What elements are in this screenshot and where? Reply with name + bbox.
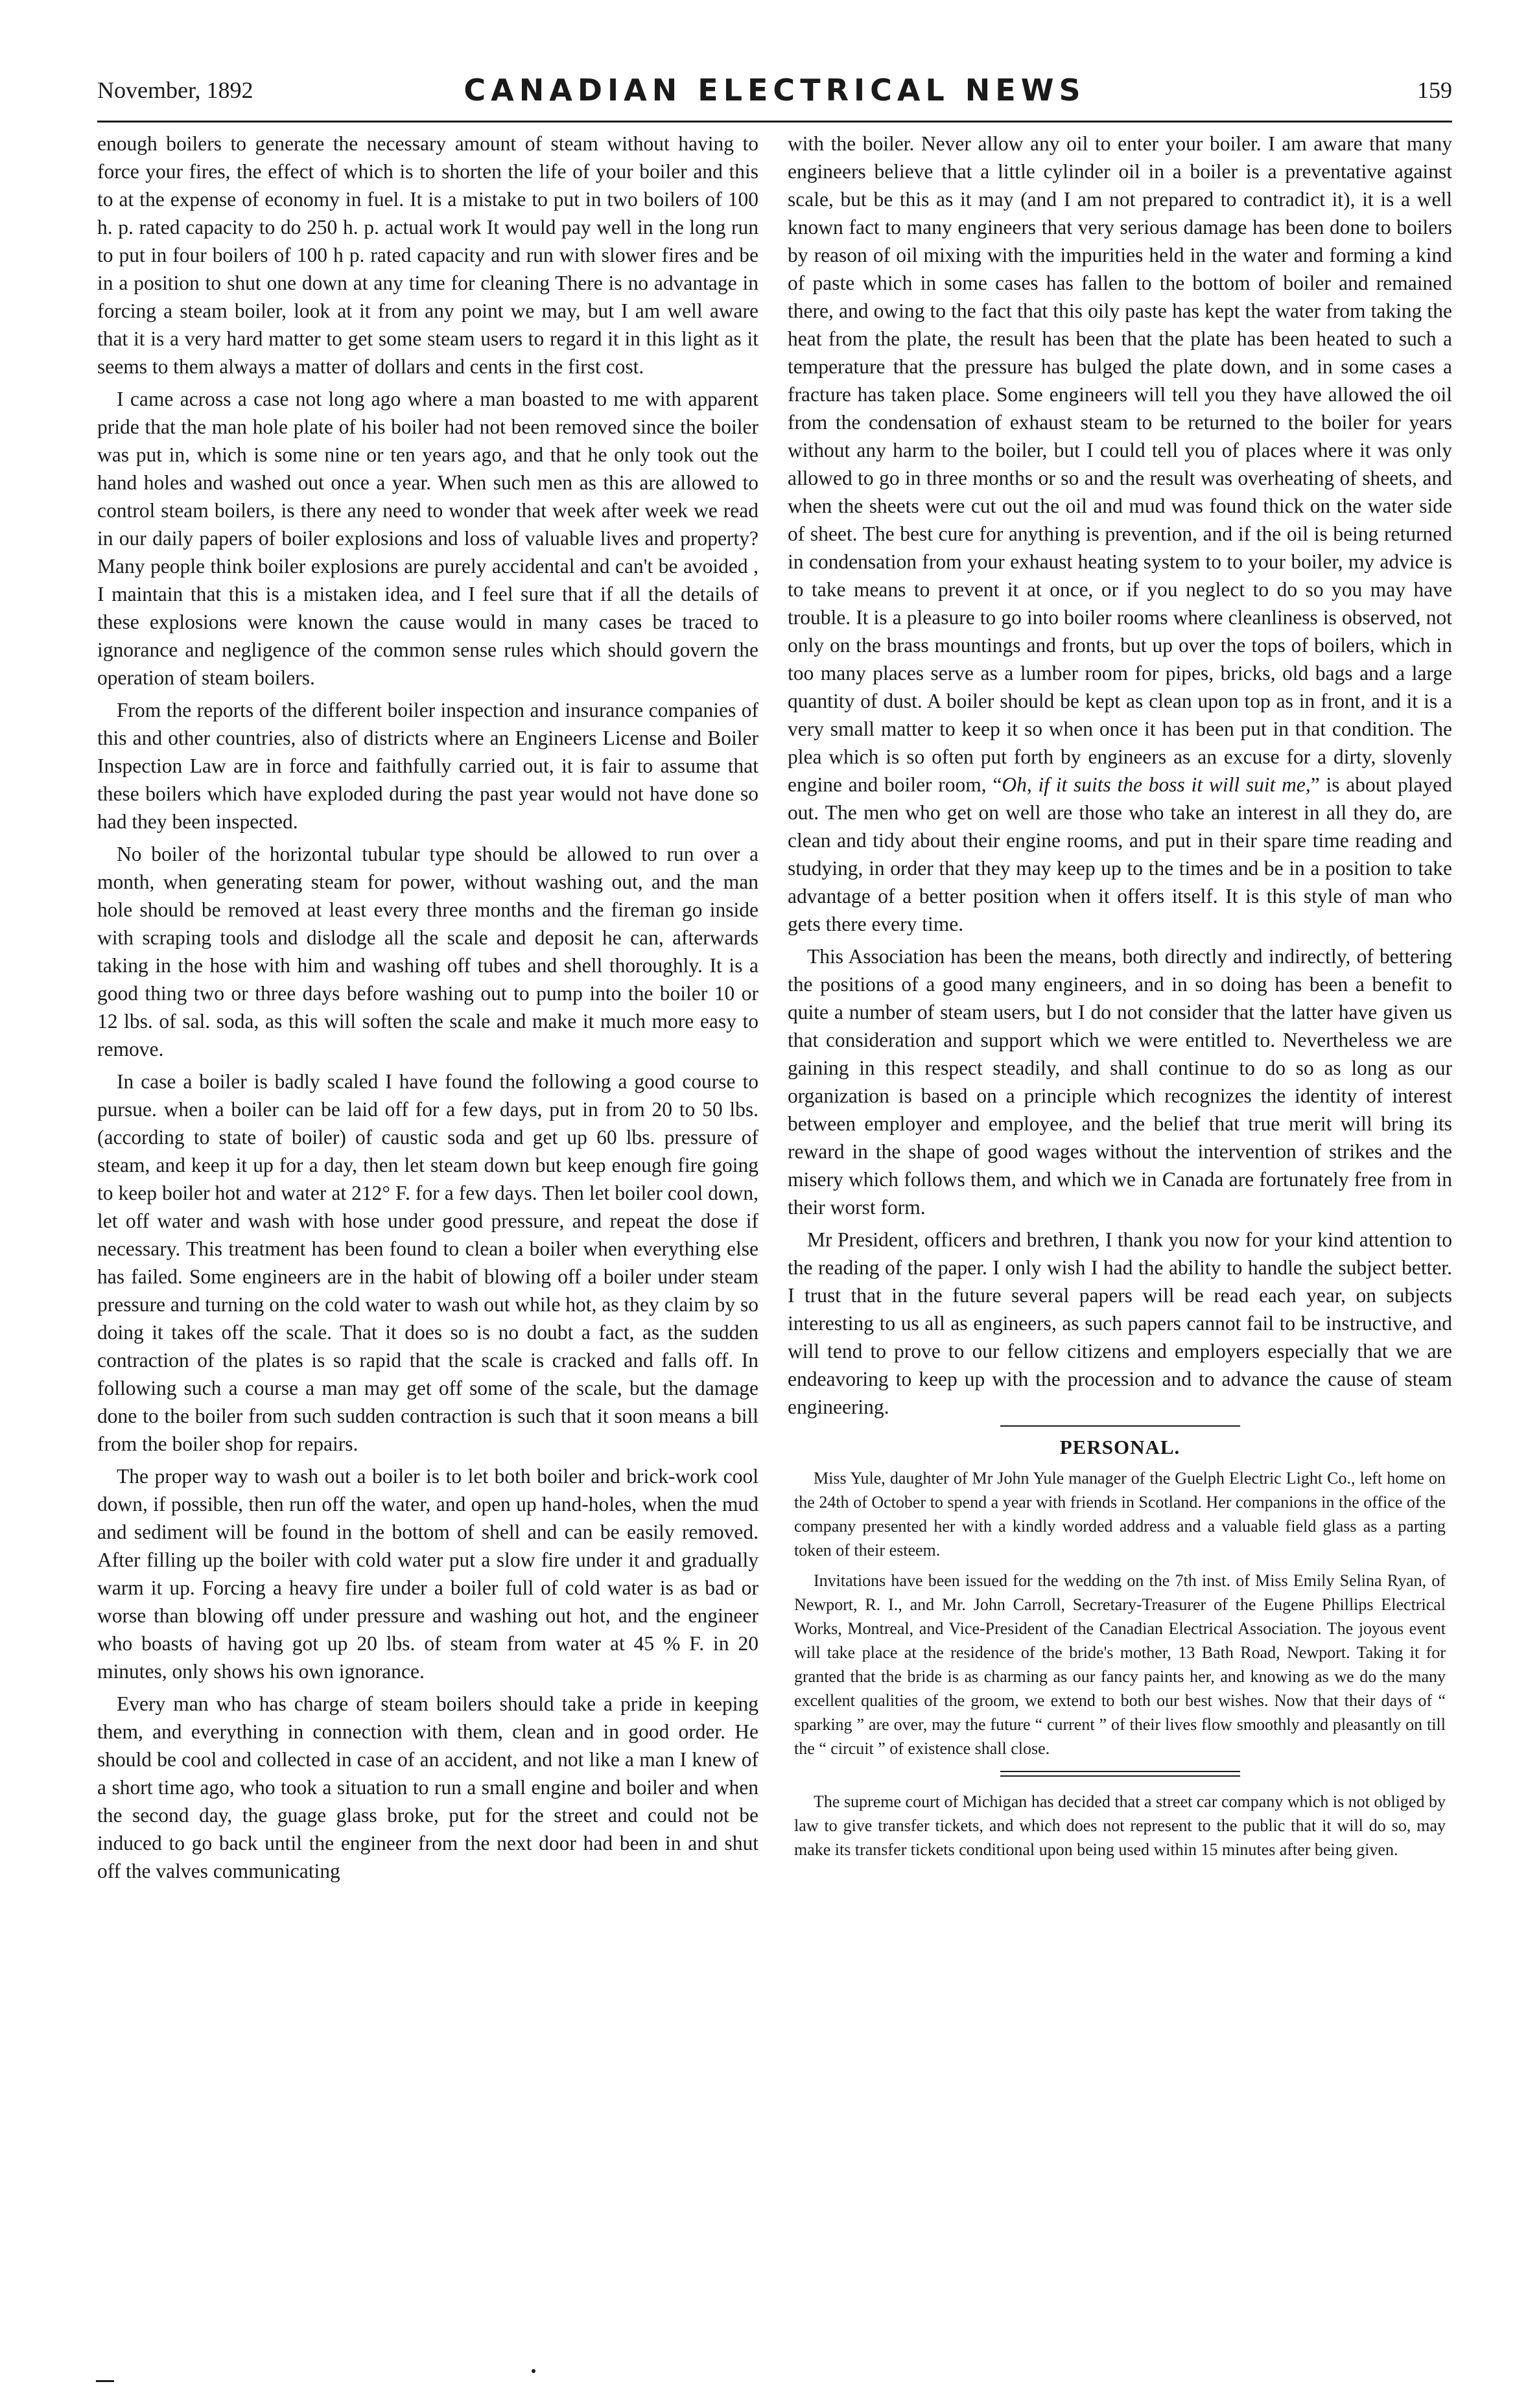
article-paragraph: This Association has been the means, both directly and indirectly, of bettering the positions of a good many engineers, and in so doing has been a benefit to quite a number of steam users, but I do not consider that the latter have given us that consideration and support which we were entitled to. Nevertheless we are gaining in this respect steadily, and shall continue to do so as long as our organization is based on a principle which recognizes the identity of interest between employer and employee, and the belief that true merit will bring its reward in the shape of good wages without the intervention of strikes and the misery which follows them, and which we in Canada are fortunately free from in their worst form.	[788, 945, 1452, 1219]
article-paragraph: enough boilers to generate the necessary amount of steam without having to force your fires, the effect of which is to shorten the life of your boiler and this to at the expense of economy in fuel. It is a mistake to put in two boilers of 100 h. p. rated capacity to do 250 h. p. actual work It would pay well in the long run to put in four boilers of 100 h p. rated capacity and run with slower fires and be in a position to shut one down at any time for cleaning There is no advantage in forcing a steam boiler, look at it from any point we may, but I am well aware that it is a very hard matter to get some steam users to regard it in this light as it seems to them always a matter of dollars and cents in the first cost.	[97, 132, 758, 378]
personal-section	[788, 1466, 1452, 1760]
news-note: The supreme court of Michigan has decided that a street car company which is not obliged by law to give transfer tickets, and which does not represent to the public that it will do so, may make its transfer tickets conditional upon being used within 15 minutes after being given.	[794, 1792, 1446, 1859]
quoted-phrase: Oh, if it suits the boss it will suit me,	[1002, 773, 1311, 796]
news-note-section	[788, 1790, 1452, 1862]
issue-date: November, 1892	[97, 77, 253, 103]
page-number: 159	[1417, 77, 1452, 103]
personal-heading: PERSONAL.	[1059, 1436, 1181, 1458]
article-paragraph: The proper way to wash out a boiler is to let both boiler and brick-work cool down, if possible, then run off the water, and open up hand-holes, when the mud and sediment will be found in the bottom of shell and can be easily removed. After filling up the boiler with cold water put a slow fire under it and gradually warm it up. Forcing a heavy fire under a boiler full of cold water is as bad or worse than blowing off under pressure and washing out hot, and the engineer who boasts of having got up 20 lbs. of steam from water at 45 % F. in 20 minutes, only shows his own ignorance.	[97, 1465, 758, 1683]
article-text: ” is about played out. The men who get on well are those who take an interest in all they do, are clean and tidy about their engine rooms, and put in their spare time reading and studying, in order that they may keep up to the times and be in a position to take advantage of a better position when it offers itself. It is this style of man who gets there every time.	[788, 773, 1452, 935]
page-header	[97, 73, 1452, 115]
article-paragraph: I came across a case not long ago where a man boasted to me with apparent pride that the man hole plate of his boiler had not been removed since the boiler was put in, which is some nine or ten years ago, and that he only took out the hand holes and washed out once a year. When such men as this are allowed to control steam boilers, is there any need to wonder that week after week we read in our daily papers of boiler explosions and loss of valuable lives and property? Many people think boiler explosions are purely accidental and can't be avoided , I maintain that this is a mistaken idea, and I feel sure that if all the details of these explosions were known the cause would in many cases be traced to ignorance and negligence of the common sense rules which should govern the operation of steam boilers.	[97, 388, 758, 689]
publication-title: CANADIAN ELECTRICAL NEWS	[464, 73, 1086, 108]
print-mark	[96, 2380, 114, 2382]
article-paragraph: No boiler of the horizontal tubular type should be allowed to run over a month, when generating steam for power, without washing out, and the man hole should be removed at least every three months and the fireman go inside with scraping tools and dislodge all the scale and deposit he can, afterwards taking in the hose with him and washing off tubes and shell thoroughly. It is a good thing two or three days before washing out to pump into the boiler 10 or 12 lbs. of sal. soda, as this will soften the scale and make it much more easy to remove.	[97, 843, 758, 1060]
print-speck	[532, 2369, 535, 2373]
article-paragraph: Every man who has charge of steam boilers should take a pride in keeping them, and everything in connection with them, clean and in good order. He should be cool and collected in case of an accident, and not like a man I knew of a short time ago, who took a situation to run a small engine and boiler and when the second day, the guage glass broke, put for the street and could not be induced to go back until the engineer from the next door had been in and shut off the valves communicating	[97, 1692, 758, 1882]
article-paragraph: From the reports of the different boiler inspection and insurance companies of this and other countries, also of districts where an Engineers License and Boiler Inspection Law are in force and faithfully carried out, it is fair to assume that these boilers which have exploded during the past year would not have done so had they been inspected.	[97, 699, 758, 833]
double-divider	[1000, 1771, 1240, 1777]
article-paragraph	[788, 130, 1452, 938]
article-paragraph: In case a boiler is badly scaled I have found the following a good course to pursue. when a boiler can be laid off for a few days, put in from 20 to 50 lbs. (according to state of boiler) of caustic soda and get up 60 lbs. pressure of steam, and keep it up for a day, then let steam down but keep enough fire going to keep boiler hot and water at 212° F. for a few days. Then let boiler cool down, let off water and wash with hose under good pressure, and repeat the dose if necessary. This treatment has been found to clean a boiler when everything else has failed. Some engineers are in the habit of blowing off a boiler under steam pressure and turning on the cold water to wash out while hot, as they claim by so doing it takes off the scale. That it does so is no doubt a fact, as the sudden contraction of the plates is so rapid that the scale is cracked and falls off. In following such a course a man may get off some of the scale, but the damage done to the boiler from such sudden contraction is such that it soon means a bill from the boiler shop for repairs.	[97, 1070, 758, 1455]
section-divider	[1000, 1425, 1240, 1427]
personal-item: Invitations have been issued for the wedding on the 7th inst. of Miss Emily Selina Ryan, of Newport, R. I., and Mr. John Carroll, Secretary-Treasurer of the Eugene Phillips Electrical Works, Montreal, and Vice-President of the Canadian Electrical Association. The joyous event will take place at the residence of the bride's mother, 13 Bath Road, Newport. Taking it for granted that the bride is as charming as our fancy paints her, and knowing as we do the many excellent qualities of the groom, we extend to both our best wishes. Now that their days of “ sparking ” are over, may the future “ current ” of their lives flow smoothly and pleasantly on till the “ circuit ” of existence shall close.	[794, 1571, 1446, 1758]
personal-item: Miss Yule, daughter of Mr John Yule manager of the Guelph Electric Light Co., left home on the 24th of October to spend a year with friends in Scotland. Her companions in the office of the company presented her with a kindly worded address and a valuable field glass as a parting token of their esteem.	[794, 1469, 1446, 1560]
article-text: with the boiler. Never allow any oil to enter your boiler. I am aware that many engineers believe that a little cylinder oil in a boiler is a preventative against scale, but be this as it may (and I am not prepared to contradict it), it is a well known fact to many engineers that very serious damage has been done to boilers by reason of oil mixing with the impurities held in the water and forming a kind of paste which in some cases has fallen to the bottom of boiler and remained there, and owing to the fact that this oily paste has kept the water from taking the heat from the plate, the result has been that the plate has been heated to such a temperature that the pressure has bulged the plate down, and in some cases a fracture has taken place. Some engineers will tell you they have allowed the oil from the condensation of exhaust steam to be returned to the boiler for years without any harm to the boiler, but I could tell you of places where it was only allowed to go in three months or so and the result was overheating of sheets, and when the sheets were cut out the oil and mud was found thick on the water side of sheet. The best cure for anything is prevention, and if the oil is being returned in condensation from your exhaust heating system to to your boiler, my advice is to take means to prevent it at once, or if you neglect to do so you may have trouble. It is a pleasure to go into boiler rooms where cleanliness is observed, not only on the brass mountings and fronts, but up over the tops of boilers, which in too many places serve as a lumber room for pipes, bricks, old bags and a large quantity of dust. A boiler should be kept as clean upon top as in front, and it is a very small matter to keep it so when once it has been put in that condition. The plea which is so often put forth by engineers as an excuse for a dirty, slovenly engine and boiler room, “	[788, 132, 1452, 796]
header-rule	[97, 121, 1452, 123]
article-paragraph: Mr President, officers and brethren, I thank you now for your kind attention to the reading of the paper. I only wish I had the ability to handle the subject better. I trust that in the future several papers will be read each year, on subjects interesting to us all as engineers, as such papers cannot fail to be instructive, and will tend to prove to our fellow citizens and employers especially that we are endeavoring to keep up with the procession and to advance the cause of steam engineering.	[788, 1228, 1452, 1418]
left-column	[97, 130, 758, 1889]
right-column	[788, 130, 1452, 1868]
